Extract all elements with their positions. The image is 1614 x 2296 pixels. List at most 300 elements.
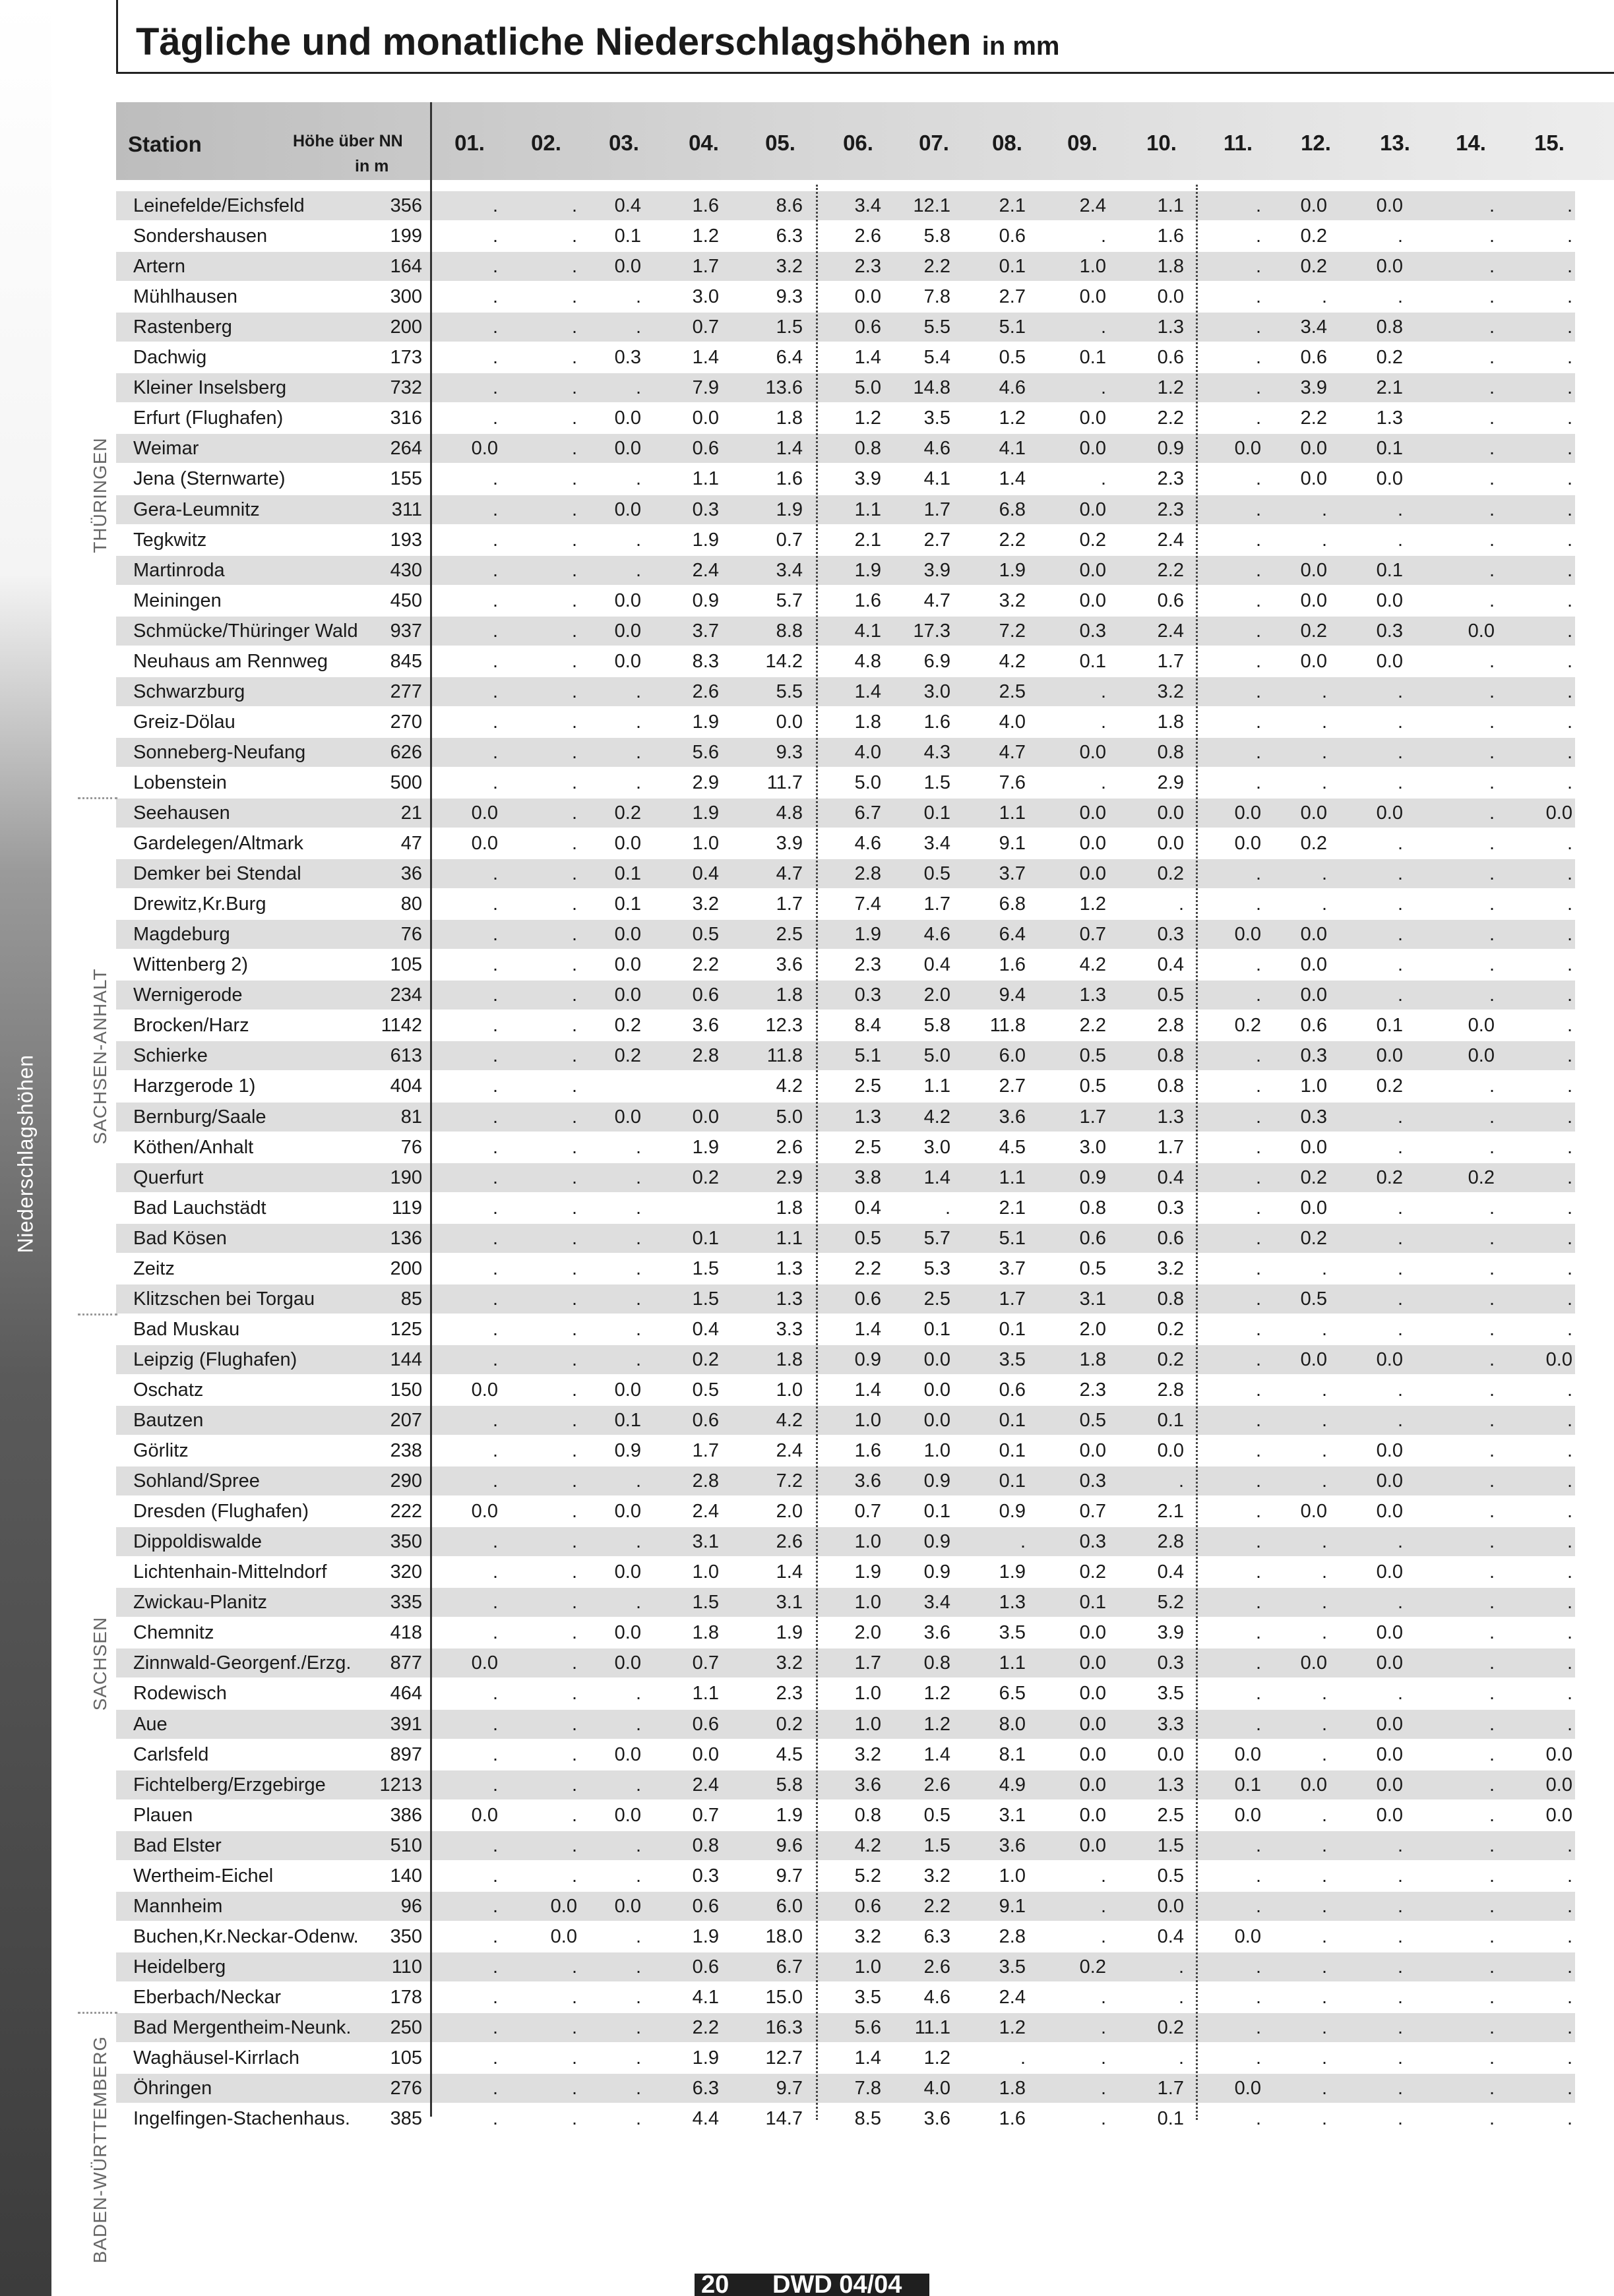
precip-value: 0.4 bbox=[1157, 954, 1184, 976]
precip-value: . bbox=[1489, 984, 1495, 1006]
precip-value: . bbox=[1567, 924, 1572, 946]
precip-value: . bbox=[1567, 286, 1572, 308]
precip-value: . bbox=[1321, 1804, 1327, 1826]
header-day: 03. bbox=[609, 131, 639, 155]
station-name: Oschatz bbox=[133, 1379, 204, 1401]
precip-value: 2.6 bbox=[923, 1774, 950, 1796]
precip-value: 0.0 bbox=[471, 1652, 498, 1674]
precip-value: . bbox=[1567, 1379, 1572, 1401]
precip-value: . bbox=[571, 1045, 577, 1067]
precip-value: 3.5 bbox=[999, 1348, 1026, 1370]
precip-value: . bbox=[1321, 1440, 1327, 1462]
precip-value: 0.0 bbox=[614, 833, 641, 855]
precip-value: 3.2 bbox=[854, 1743, 881, 1765]
precip-value: . bbox=[635, 2017, 641, 2038]
precip-value: 0.0 bbox=[1157, 833, 1184, 855]
precip-value: 1.9 bbox=[854, 559, 881, 581]
precip-value: . bbox=[1100, 1925, 1106, 1947]
precip-value: 9.4 bbox=[999, 984, 1026, 1006]
precip-value: . bbox=[1100, 1895, 1106, 1917]
precip-value: 0.0 bbox=[1376, 1501, 1403, 1523]
precip-value: 1.2 bbox=[923, 2047, 950, 2069]
precip-value: . bbox=[1255, 771, 1261, 793]
precip-value: 8.0 bbox=[999, 1713, 1026, 1735]
precip-value: 2.1 bbox=[999, 1197, 1026, 1219]
precip-value: . bbox=[571, 589, 577, 611]
precip-value: . bbox=[571, 620, 577, 642]
precip-value: 0.0 bbox=[1468, 1015, 1495, 1037]
precip-value: 0.2 bbox=[1376, 1075, 1403, 1097]
precip-value: 0.0 bbox=[1376, 195, 1403, 216]
precip-value: 0.9 bbox=[854, 1348, 881, 1370]
precip-value: 0.3 bbox=[614, 347, 641, 369]
precip-value: . bbox=[1321, 1318, 1327, 1340]
precip-value: . bbox=[492, 2078, 498, 2100]
precip-value: 0.2 bbox=[776, 1713, 803, 1735]
station-name: Rodewisch bbox=[133, 1683, 227, 1705]
precip-value: . bbox=[1255, 1106, 1261, 1128]
station-altitude: 250 bbox=[390, 2017, 422, 2038]
precip-value: . bbox=[1321, 711, 1327, 733]
precip-value: 0.9 bbox=[923, 1470, 950, 1492]
precip-value: 0.0 bbox=[1300, 1774, 1327, 1796]
precip-value: 0.0 bbox=[1376, 1622, 1403, 1644]
precip-value: 3.3 bbox=[1157, 1713, 1184, 1735]
precip-value: . bbox=[1255, 1834, 1261, 1856]
precip-value: 0.9 bbox=[692, 589, 719, 611]
precip-value: 0.7 bbox=[692, 1652, 719, 1674]
precip-value: 9.3 bbox=[776, 286, 803, 308]
station-altitude: 105 bbox=[390, 2047, 422, 2069]
precip-value: 4.0 bbox=[923, 2078, 950, 2100]
precip-value: . bbox=[492, 863, 498, 885]
station-name: Harzgerode 1) bbox=[133, 1075, 256, 1097]
station-name: Meiningen bbox=[133, 589, 222, 611]
precip-value: 0.9 bbox=[923, 1531, 950, 1553]
station-name: Öhringen bbox=[133, 2078, 212, 2100]
precip-value: . bbox=[1255, 741, 1261, 763]
precip-value: 1.1 bbox=[692, 1683, 719, 1705]
station-name: Bad Mergentheim-Neunk. bbox=[133, 2017, 352, 2038]
precip-value: 1.4 bbox=[854, 2047, 881, 2069]
side-label: Niederschlagshöhen bbox=[13, 1054, 38, 1254]
precip-value: 0.0 bbox=[1376, 1470, 1403, 1492]
header-day: 08. bbox=[992, 131, 1022, 155]
precip-value: . bbox=[1489, 1865, 1495, 1887]
precip-value: 1.2 bbox=[923, 1713, 950, 1735]
precip-value: 3.8 bbox=[854, 1166, 881, 1188]
precip-value: . bbox=[1255, 1501, 1261, 1523]
precip-value: . bbox=[1567, 1136, 1572, 1158]
precip-value: 0.0 bbox=[1376, 1348, 1403, 1370]
precip-value: 1.2 bbox=[999, 2017, 1026, 2038]
precip-value: . bbox=[492, 954, 498, 976]
precip-value: . bbox=[1255, 1561, 1261, 1583]
station-altitude: 464 bbox=[390, 1683, 422, 1705]
precip-value: 0.0 bbox=[1079, 1713, 1106, 1735]
precip-value: . bbox=[1567, 1197, 1572, 1219]
precip-value: . bbox=[1321, 1986, 1327, 2008]
precip-value: 0.0 bbox=[1300, 1197, 1327, 1219]
precip-value: 11.8 bbox=[989, 1015, 1026, 1037]
precip-value: 6.3 bbox=[692, 2078, 719, 2100]
precip-value: . bbox=[635, 468, 641, 490]
precip-value: 0.5 bbox=[999, 347, 1026, 369]
station-altitude: 430 bbox=[390, 559, 422, 581]
station-name: Bernburg/Saale bbox=[133, 1106, 266, 1128]
precip-value: . bbox=[635, 1956, 641, 1978]
station-altitude: 80 bbox=[400, 893, 422, 915]
precip-value: 0.2 bbox=[1376, 1166, 1403, 1188]
precip-value: 0.0 bbox=[1376, 802, 1403, 824]
precip-value: 0.6 bbox=[692, 438, 719, 460]
station-altitude: 290 bbox=[390, 1470, 422, 1492]
precip-value: . bbox=[1489, 954, 1495, 976]
precip-value: . bbox=[492, 529, 498, 551]
precip-value: . bbox=[1567, 1106, 1572, 1128]
precip-value: 6.8 bbox=[999, 893, 1026, 915]
precip-value: 3.9 bbox=[923, 559, 950, 581]
precip-value: 0.5 bbox=[1300, 1288, 1327, 1310]
precip-value: . bbox=[1100, 1986, 1106, 2008]
precip-value: 4.2 bbox=[776, 1410, 803, 1431]
precip-value: 1.9 bbox=[776, 498, 803, 520]
precip-value: 5.6 bbox=[692, 741, 719, 763]
precip-value: 0.0 bbox=[1376, 1774, 1403, 1796]
precip-value: 0.4 bbox=[614, 195, 641, 216]
station-altitude: 96 bbox=[400, 1895, 422, 1917]
precip-value: . bbox=[492, 1136, 498, 1158]
precip-value: . bbox=[1489, 863, 1495, 885]
precip-value: . bbox=[1321, 286, 1327, 308]
station-altitude: 173 bbox=[390, 347, 422, 369]
precip-value: . bbox=[1397, 2017, 1403, 2038]
state-label: THÜRINGEN bbox=[90, 437, 110, 553]
precip-value: . bbox=[1489, 1379, 1495, 1401]
precip-value: 2.8 bbox=[1157, 1531, 1184, 1553]
precip-value: 0.0 bbox=[1300, 195, 1327, 216]
station-altitude: 1213 bbox=[379, 1774, 422, 1796]
precip-value: 1.9 bbox=[692, 529, 719, 551]
precip-value: 3.1 bbox=[1079, 1288, 1106, 1310]
precip-value: . bbox=[1567, 1257, 1572, 1279]
precip-value: . bbox=[1255, 1622, 1261, 1644]
precip-value: . bbox=[1567, 1470, 1572, 1492]
precip-value: 1.2 bbox=[692, 226, 719, 247]
precip-value: . bbox=[1489, 1531, 1495, 1553]
side-band bbox=[0, 0, 51, 2296]
precip-value: . bbox=[635, 711, 641, 733]
precip-value: 1.0 bbox=[1079, 256, 1106, 278]
precip-value: . bbox=[1489, 589, 1495, 611]
precip-value: 4.2 bbox=[854, 1834, 881, 1856]
precip-value: . bbox=[1567, 1531, 1572, 1553]
precip-value: 6.4 bbox=[999, 924, 1026, 946]
precip-value: 4.0 bbox=[854, 741, 881, 763]
precip-value: 0.5 bbox=[1079, 1075, 1106, 1097]
precip-value: 0.0 bbox=[614, 498, 641, 520]
precip-value: 0.2 bbox=[614, 802, 641, 824]
station-altitude: 845 bbox=[390, 650, 422, 672]
precip-value: 0.3 bbox=[1376, 620, 1403, 642]
precip-value: . bbox=[492, 1197, 498, 1219]
precip-value: . bbox=[1489, 286, 1495, 308]
precip-value: . bbox=[635, 1531, 641, 1553]
precip-value: 0.0 bbox=[1157, 802, 1184, 824]
precip-value: 1.5 bbox=[923, 771, 950, 793]
precip-value: . bbox=[1489, 2078, 1495, 2100]
station-name: Köthen/Anhalt bbox=[133, 1136, 254, 1158]
precip-value: 9.7 bbox=[776, 2078, 803, 2100]
precip-value: . bbox=[1321, 893, 1327, 915]
precip-value: 0.6 bbox=[1157, 589, 1184, 611]
precip-value: . bbox=[1489, 408, 1495, 429]
precip-value: 0.0 bbox=[614, 589, 641, 611]
precip-value: 4.9 bbox=[999, 1774, 1026, 1796]
precip-value: 3.6 bbox=[692, 1015, 719, 1037]
precip-value: . bbox=[1321, 529, 1327, 551]
precip-value: 0.0 bbox=[1376, 1440, 1403, 1462]
precip-value: . bbox=[1100, 317, 1106, 338]
precip-value: 2.5 bbox=[1157, 1804, 1184, 1826]
precip-value: . bbox=[635, 680, 641, 702]
precip-value: 4.7 bbox=[776, 863, 803, 885]
precip-value: . bbox=[1489, 893, 1495, 915]
precip-value: 2.4 bbox=[692, 1774, 719, 1796]
station-altitude: 36 bbox=[400, 863, 422, 885]
precip-value: 0.1 bbox=[1376, 1015, 1403, 1037]
precip-value: . bbox=[492, 2047, 498, 2069]
precip-value: . bbox=[1178, 1986, 1184, 2008]
precip-value: 4.5 bbox=[999, 1136, 1026, 1158]
station-altitude: 320 bbox=[390, 1561, 422, 1583]
precip-value: 2.2 bbox=[692, 2017, 719, 2038]
precip-value: 0.0 bbox=[1300, 1652, 1327, 1674]
precip-value: 2.4 bbox=[999, 1986, 1026, 2008]
precip-value: 1.8 bbox=[1157, 256, 1184, 278]
station-altitude: 238 bbox=[390, 1440, 422, 1462]
precip-value: . bbox=[1397, 286, 1403, 308]
precip-value: 0.0 bbox=[614, 256, 641, 278]
precip-value: . bbox=[1178, 2047, 1184, 2069]
station-altitude: 877 bbox=[390, 1652, 422, 1674]
precip-value: . bbox=[1567, 711, 1572, 733]
precip-value: 1.0 bbox=[854, 1531, 881, 1553]
precip-value: . bbox=[1255, 984, 1261, 1006]
precip-value: 1.3 bbox=[1157, 1106, 1184, 1128]
precip-value: 2.4 bbox=[1079, 195, 1106, 216]
precip-value: 6.3 bbox=[776, 226, 803, 247]
precip-value: . bbox=[1100, 377, 1106, 399]
precip-value: 0.0 bbox=[1157, 1895, 1184, 1917]
station-altitude: 76 bbox=[400, 924, 422, 946]
precip-value: 1.8 bbox=[776, 984, 803, 1006]
precip-value: . bbox=[1321, 1379, 1327, 1401]
precip-value: . bbox=[1489, 833, 1495, 855]
station-altitude: 385 bbox=[390, 2108, 422, 2130]
precip-value: 0.0 bbox=[550, 1895, 577, 1917]
precip-value: . bbox=[1489, 1804, 1495, 1826]
station-name: Zwickau-Planitz bbox=[133, 1592, 268, 1614]
header-day: 09. bbox=[1067, 131, 1098, 155]
precip-value: . bbox=[1567, 741, 1572, 763]
precip-value: . bbox=[1567, 1318, 1572, 1340]
precip-value: 5.8 bbox=[923, 226, 950, 247]
precip-value: . bbox=[1489, 1834, 1495, 1856]
precip-value: 0.0 bbox=[1468, 620, 1495, 642]
precip-value: . bbox=[1567, 1865, 1572, 1887]
precip-value: . bbox=[1321, 1257, 1327, 1279]
precip-value: . bbox=[492, 1865, 498, 1887]
precip-value: . bbox=[1397, 711, 1403, 733]
station-altitude: 178 bbox=[390, 1986, 422, 2008]
precip-value: . bbox=[1255, 954, 1261, 976]
station-altitude: 155 bbox=[390, 468, 422, 490]
station-name: Wittenberg 2) bbox=[133, 954, 249, 976]
precip-value: . bbox=[1255, 408, 1261, 429]
precip-value bbox=[653, 1072, 719, 1101]
precip-value: 0.1 bbox=[999, 256, 1026, 278]
precip-value: . bbox=[1489, 1774, 1495, 1796]
precip-value: . bbox=[492, 1986, 498, 2008]
precip-value: 0.5 bbox=[692, 1379, 719, 1401]
precip-value: . bbox=[492, 1834, 498, 1856]
precip-value: 4.1 bbox=[854, 620, 881, 642]
precip-value: 0.3 bbox=[1079, 620, 1106, 642]
precip-value: 1.2 bbox=[999, 408, 1026, 429]
precip-value: 1.8 bbox=[1157, 711, 1184, 733]
precip-value: . bbox=[571, 529, 577, 551]
state-label: SACHSEN bbox=[90, 1617, 110, 1711]
station-name: Leinefelde/Eichsfeld bbox=[133, 195, 305, 216]
precip-value: 0.7 bbox=[692, 1804, 719, 1826]
precip-value: 0.0 bbox=[1079, 589, 1106, 611]
precip-value: 1.4 bbox=[923, 1743, 950, 1765]
precip-value: . bbox=[1397, 529, 1403, 551]
precip-value: 0.0 bbox=[1079, 438, 1106, 460]
precip-value: 1.9 bbox=[692, 2047, 719, 2069]
precip-value: 0.1 bbox=[923, 1318, 950, 1340]
precip-value: . bbox=[635, 529, 641, 551]
precip-value: 0.0 bbox=[1300, 1348, 1327, 1370]
precip-value: 0.5 bbox=[1079, 1257, 1106, 1279]
precip-value: . bbox=[1255, 2017, 1261, 2038]
precip-value: 0.1 bbox=[1079, 1592, 1106, 1614]
station-altitude: 404 bbox=[390, 1075, 422, 1097]
precip-value: 0.0 bbox=[1376, 468, 1403, 490]
precip-value: . bbox=[1567, 954, 1572, 976]
precip-value: 0.5 bbox=[1079, 1045, 1106, 1067]
precip-value: . bbox=[635, 286, 641, 308]
station-name: Zeitz bbox=[133, 1257, 175, 1279]
precip-value: . bbox=[1567, 408, 1572, 429]
precip-value: 0.0 bbox=[1300, 438, 1327, 460]
precip-value: 2.6 bbox=[923, 1956, 950, 1978]
precip-value: 0.7 bbox=[1079, 924, 1106, 946]
precip-value: . bbox=[1397, 1227, 1403, 1249]
header-day: 15. bbox=[1534, 131, 1565, 155]
precip-value: 0.3 bbox=[692, 1865, 719, 1887]
precip-value: 0.2 bbox=[614, 1015, 641, 1037]
precip-value: 0.0 bbox=[1079, 1440, 1106, 1462]
precip-value: 0.0 bbox=[692, 1743, 719, 1765]
precip-value: . bbox=[1321, 1470, 1327, 1492]
precip-value: . bbox=[635, 1227, 641, 1249]
precip-value: 0.0 bbox=[1468, 1045, 1495, 1067]
precip-value: . bbox=[1321, 1956, 1327, 1978]
precip-value: 0.0 bbox=[1376, 1561, 1403, 1583]
precip-value: 2.6 bbox=[692, 680, 719, 702]
precip-value: 0.0 bbox=[1079, 1774, 1106, 1796]
precip-value: 0.0 bbox=[614, 1622, 641, 1644]
precip-value: 3.7 bbox=[999, 863, 1026, 885]
precip-value: . bbox=[1321, 1622, 1327, 1644]
precip-value: . bbox=[492, 1227, 498, 1249]
precip-value: . bbox=[571, 408, 577, 429]
precip-value: 0.0 bbox=[1545, 802, 1572, 824]
precip-value: . bbox=[1397, 1410, 1403, 1431]
precip-value: . bbox=[1255, 195, 1261, 216]
precip-value: 3.5 bbox=[999, 1956, 1026, 1978]
precip-value: . bbox=[571, 1106, 577, 1128]
precip-value: 4.6 bbox=[999, 377, 1026, 399]
precip-value: 7.6 bbox=[999, 771, 1026, 793]
state-separator bbox=[78, 1314, 117, 1315]
precip-value: 2.2 bbox=[1079, 1015, 1106, 1037]
precip-value: . bbox=[492, 1895, 498, 1917]
precip-value: 0.6 bbox=[692, 1410, 719, 1431]
precip-value: 0.2 bbox=[1157, 863, 1184, 885]
precip-value: . bbox=[635, 1592, 641, 1614]
precip-value: . bbox=[1489, 1895, 1495, 1917]
precip-value: 1.0 bbox=[854, 1956, 881, 1978]
precip-value: . bbox=[1321, 1834, 1327, 1856]
precip-value: 2.5 bbox=[776, 924, 803, 946]
precip-value: . bbox=[492, 1166, 498, 1188]
precip-value: 0.0 bbox=[1376, 589, 1403, 611]
precip-value: 1.7 bbox=[923, 893, 950, 915]
precip-value: 5.0 bbox=[776, 1106, 803, 1128]
station-name: Bautzen bbox=[133, 1410, 204, 1431]
precip-value: . bbox=[1100, 680, 1106, 702]
precip-value: 0.0 bbox=[471, 1379, 498, 1401]
precip-value: . bbox=[635, 1136, 641, 1158]
precip-value: . bbox=[1321, 1561, 1327, 1583]
precip-value: 4.8 bbox=[776, 802, 803, 824]
precip-value: . bbox=[571, 1986, 577, 2008]
precip-value: . bbox=[1255, 498, 1261, 520]
precip-value: . bbox=[492, 680, 498, 702]
precip-value: 0.0 bbox=[1079, 498, 1106, 520]
precip-value: 0.0 bbox=[1376, 256, 1403, 278]
station-name: Magdeburg bbox=[133, 924, 230, 946]
precip-value: 3.5 bbox=[923, 408, 950, 429]
precip-value: 3.0 bbox=[1079, 1136, 1106, 1158]
precip-value: . bbox=[571, 1531, 577, 1553]
precip-value: 3.1 bbox=[776, 1592, 803, 1614]
precip-value: 0.1 bbox=[1376, 438, 1403, 460]
precip-value: 2.1 bbox=[999, 195, 1026, 216]
precip-value: 0.4 bbox=[854, 1197, 881, 1219]
precip-value: . bbox=[1255, 256, 1261, 278]
precip-value: . bbox=[1489, 1410, 1495, 1431]
precip-value: 3.4 bbox=[923, 833, 950, 855]
precip-value: . bbox=[635, 1925, 641, 1947]
precip-value: . bbox=[492, 498, 498, 520]
precip-value: . bbox=[1255, 377, 1261, 399]
precip-value: 0.8 bbox=[854, 438, 881, 460]
precip-value: . bbox=[571, 954, 577, 976]
